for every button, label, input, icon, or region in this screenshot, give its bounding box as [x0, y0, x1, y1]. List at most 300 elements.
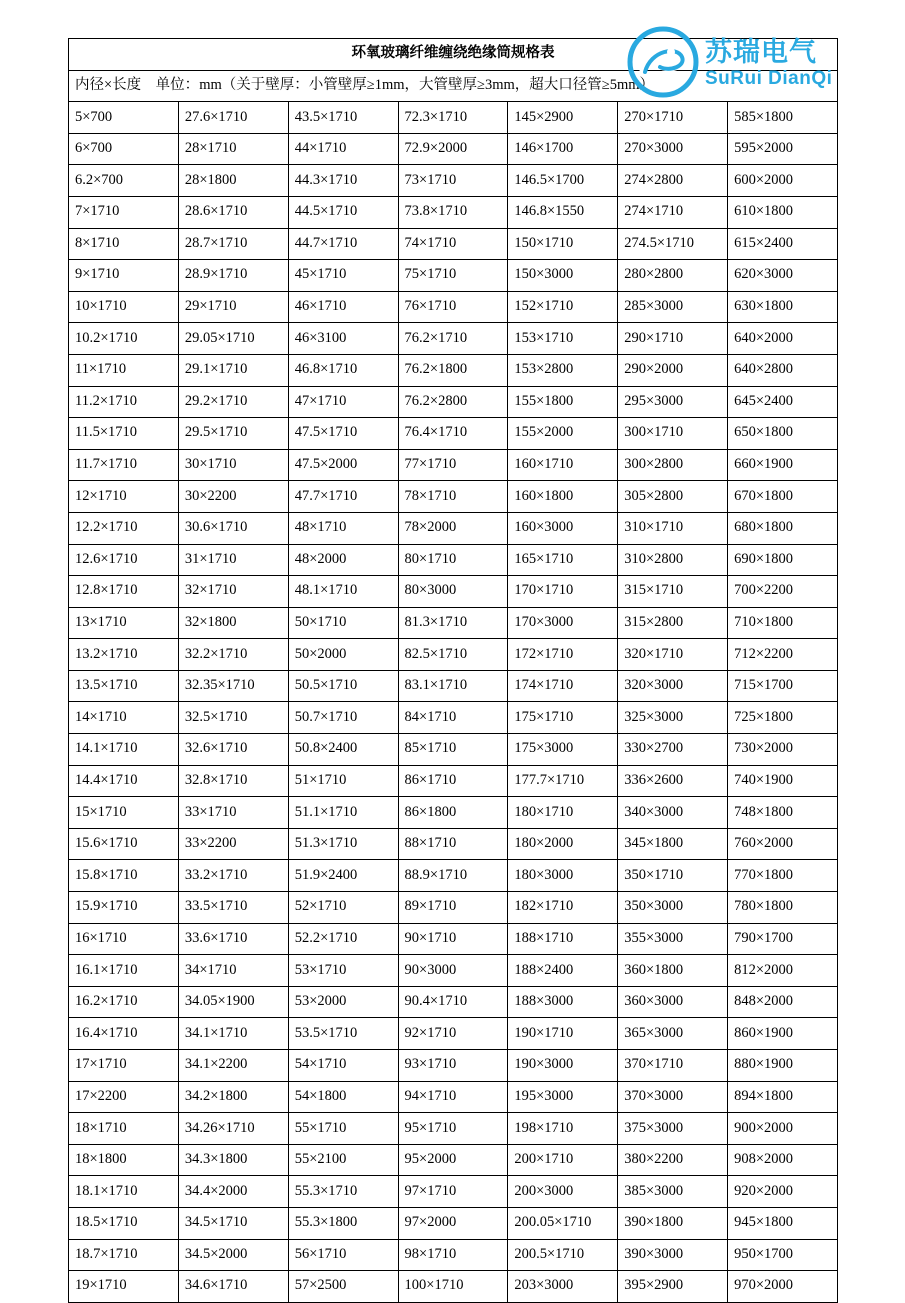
table-cell: 894×1800 [728, 1081, 838, 1113]
table-cell: 48×2000 [288, 544, 398, 576]
table-cell: 14×1710 [69, 702, 179, 734]
table-cell: 146×1700 [508, 133, 618, 165]
table-cell: 700×2200 [728, 576, 838, 608]
table-cell: 11.7×1710 [69, 449, 179, 481]
table-cell: 53×1710 [288, 955, 398, 987]
table-cell: 11×1710 [69, 354, 179, 386]
table-cell: 355×3000 [618, 923, 728, 955]
brand-name-cn: 苏瑞电气 [705, 37, 817, 67]
table-cell: 180×2000 [508, 828, 618, 860]
table-cell: 89×1710 [398, 892, 508, 924]
table-cell: 29.5×1710 [178, 418, 288, 450]
table-cell: 10.2×1710 [69, 323, 179, 355]
table-cell: 6×700 [69, 133, 179, 165]
table-row [69, 1018, 838, 1050]
table-cell: 13.2×1710 [69, 639, 179, 671]
table-cell: 310×2800 [618, 544, 728, 576]
table-cell: 94×1710 [398, 1081, 508, 1113]
table-cell: 300×2800 [618, 449, 728, 481]
table-cell: 44.7×1710 [288, 228, 398, 260]
table-cell: 920×2000 [728, 1176, 838, 1208]
table-cell: 18.1×1710 [69, 1176, 179, 1208]
table-cell: 16.4×1710 [69, 1018, 179, 1050]
table-cell: 46.8×1710 [288, 354, 398, 386]
table-cell: 32.5×1710 [178, 702, 288, 734]
table-cell: 48.1×1710 [288, 576, 398, 608]
table-cell: 146.5×1700 [508, 165, 618, 197]
table-row [69, 923, 838, 955]
table-cell: 34.1×1710 [178, 1018, 288, 1050]
table-cell: 860×1900 [728, 1018, 838, 1050]
table-cell: 670×1800 [728, 481, 838, 513]
table-cell: 160×1800 [508, 481, 618, 513]
table-cell: 172×1710 [508, 639, 618, 671]
table-cell: 350×3000 [618, 892, 728, 924]
table-cell: 28.6×1710 [178, 196, 288, 228]
table-cell: 336×2600 [618, 765, 728, 797]
table-cell: 680×1800 [728, 512, 838, 544]
table-row [69, 102, 838, 134]
table-cell: 188×3000 [508, 986, 618, 1018]
table-cell: 95×1710 [398, 1113, 508, 1145]
table-row [69, 1144, 838, 1176]
table-cell: 55×2100 [288, 1144, 398, 1176]
table-row [69, 354, 838, 386]
table-cell: 52.2×1710 [288, 923, 398, 955]
table-cell: 100×1710 [398, 1271, 508, 1303]
table-cell: 880×1900 [728, 1050, 838, 1082]
table-cell: 33×1710 [178, 797, 288, 829]
table-cell: 150×1710 [508, 228, 618, 260]
table-cell: 48×1710 [288, 512, 398, 544]
table-cell: 32.8×1710 [178, 765, 288, 797]
document-title: 环氧玻璃纤维缠绕绝缘筒规格表 [69, 39, 838, 71]
table-cell: 165×1710 [508, 544, 618, 576]
table-subtitle-row [69, 70, 838, 102]
table-cell: 34×1710 [178, 955, 288, 987]
spec-table-container [68, 38, 838, 1303]
table-row [69, 449, 838, 481]
table-cell: 305×2800 [618, 481, 728, 513]
table-row [69, 228, 838, 260]
table-cell: 12.8×1710 [69, 576, 179, 608]
table-cell: 730×2000 [728, 734, 838, 766]
table-cell: 8×1710 [69, 228, 179, 260]
table-row [69, 1271, 838, 1303]
subtitle-note: （关于壁厚：小管壁厚≥1mm，大管壁厚≥3mm，超大口径管≥5mm） [221, 76, 655, 93]
table-cell: 950×1700 [728, 1239, 838, 1271]
brand-name-en: SuRui DianQi [705, 68, 833, 89]
table-cell: 640×2800 [728, 354, 838, 386]
table-cell: 46×3100 [288, 323, 398, 355]
table-row [69, 828, 838, 860]
table-cell: 200×3000 [508, 1176, 618, 1208]
table-cell: 13×1710 [69, 607, 179, 639]
table-cell: 51.9×2400 [288, 860, 398, 892]
table-cell: 28.9×1710 [178, 260, 288, 292]
table-row [69, 639, 838, 671]
table-cell: 177.7×1710 [508, 765, 618, 797]
table-cell: 375×3000 [618, 1113, 728, 1145]
table-cell: 360×3000 [618, 986, 728, 1018]
table-cell: 34.3×1800 [178, 1144, 288, 1176]
table-cell: 310×1710 [618, 512, 728, 544]
table-cell: 585×1800 [728, 102, 838, 134]
table-cell: 290×1710 [618, 323, 728, 355]
table-cell: 285×3000 [618, 291, 728, 323]
table-cell: 72.3×1710 [398, 102, 508, 134]
table-cell: 44.3×1710 [288, 165, 398, 197]
table-cell: 190×1710 [508, 1018, 618, 1050]
table-cell: 155×2000 [508, 418, 618, 450]
table-cell: 31×1710 [178, 544, 288, 576]
table-cell: 82.5×1710 [398, 639, 508, 671]
table-cell: 270×1710 [618, 102, 728, 134]
table-cell: 174×1710 [508, 670, 618, 702]
table-cell: 945×1800 [728, 1207, 838, 1239]
table-cell: 78×2000 [398, 512, 508, 544]
table-cell: 14.1×1710 [69, 734, 179, 766]
table-row [69, 607, 838, 639]
table-cell: 330×2700 [618, 734, 728, 766]
table-cell: 12.6×1710 [69, 544, 179, 576]
table-cell: 73.8×1710 [398, 196, 508, 228]
table-cell: 97×1710 [398, 1176, 508, 1208]
table-cell: 200.5×1710 [508, 1239, 618, 1271]
table-cell: 80×3000 [398, 576, 508, 608]
table-row [69, 1207, 838, 1239]
table-cell: 770×1800 [728, 860, 838, 892]
table-cell: 610×1800 [728, 196, 838, 228]
table-cell: 650×1800 [728, 418, 838, 450]
table-row [69, 734, 838, 766]
table-cell: 200×1710 [508, 1144, 618, 1176]
table-cell: 97×2000 [398, 1207, 508, 1239]
table-cell: 345×1800 [618, 828, 728, 860]
table-cell: 88.9×1710 [398, 860, 508, 892]
table-cell: 50.7×1710 [288, 702, 398, 734]
table-cell: 725×1800 [728, 702, 838, 734]
table-cell: 30×1710 [178, 449, 288, 481]
table-cell: 50×2000 [288, 639, 398, 671]
table-cell: 11.5×1710 [69, 418, 179, 450]
table-cell: 12×1710 [69, 481, 179, 513]
table-cell: 340×3000 [618, 797, 728, 829]
table-cell: 75×1710 [398, 260, 508, 292]
table-cell: 385×3000 [618, 1176, 728, 1208]
table-cell: 76.2×2800 [398, 386, 508, 418]
table-cell: 640×2000 [728, 323, 838, 355]
table-cell: 32.6×1710 [178, 734, 288, 766]
table-cell: 90.4×1710 [398, 986, 508, 1018]
table-cell: 27.6×1710 [178, 102, 288, 134]
table-cell: 11.2×1710 [69, 386, 179, 418]
table-cell: 380×2200 [618, 1144, 728, 1176]
table-cell: 190×3000 [508, 1050, 618, 1082]
table-row [69, 1113, 838, 1145]
table-cell: 15×1710 [69, 797, 179, 829]
table-cell: 83.1×1710 [398, 670, 508, 702]
table-cell: 315×2800 [618, 607, 728, 639]
table-row [69, 576, 838, 608]
table-cell: 370×3000 [618, 1081, 728, 1113]
table-cell: 47.5×2000 [288, 449, 398, 481]
table-cell: 325×3000 [618, 702, 728, 734]
table-cell: 76.2×1800 [398, 354, 508, 386]
table-cell: 17×1710 [69, 1050, 179, 1082]
table-cell: 33.2×1710 [178, 860, 288, 892]
table-cell: 10×1710 [69, 291, 179, 323]
table-cell: 620×3000 [728, 260, 838, 292]
table-cell: 760×2000 [728, 828, 838, 860]
table-row [69, 165, 838, 197]
table-row [69, 1239, 838, 1271]
table-cell: 18.5×1710 [69, 1207, 179, 1239]
table-cell: 370×1710 [618, 1050, 728, 1082]
table-row [69, 481, 838, 513]
table-cell: 274×1710 [618, 196, 728, 228]
table-cell: 15.9×1710 [69, 892, 179, 924]
table-cell: 53×2000 [288, 986, 398, 1018]
table-cell: 365×3000 [618, 1018, 728, 1050]
table-cell: 53.5×1710 [288, 1018, 398, 1050]
table-cell: 34.05×1900 [178, 986, 288, 1018]
table-cell: 34.1×2200 [178, 1050, 288, 1082]
table-cell: 34.5×2000 [178, 1239, 288, 1271]
table-cell: 970×2000 [728, 1271, 838, 1303]
table-cell: 32×1800 [178, 607, 288, 639]
table-row [69, 797, 838, 829]
table-row [69, 260, 838, 292]
table-cell: 93×1710 [398, 1050, 508, 1082]
table-cell: 715×1700 [728, 670, 838, 702]
table-cell: 15.6×1710 [69, 828, 179, 860]
table-cell: 395×2900 [618, 1271, 728, 1303]
table-cell: 160×3000 [508, 512, 618, 544]
table-cell: 9×1710 [69, 260, 179, 292]
table-cell: 28.7×1710 [178, 228, 288, 260]
table-cell: 32×1710 [178, 576, 288, 608]
table-cell: 52×1710 [288, 892, 398, 924]
table-cell: 50×1710 [288, 607, 398, 639]
table-cell: 13.5×1710 [69, 670, 179, 702]
table-cell: 57×2500 [288, 1271, 398, 1303]
table-cell: 90×1710 [398, 923, 508, 955]
table-cell: 47.7×1710 [288, 481, 398, 513]
table-cell: 55×1710 [288, 1113, 398, 1145]
table-cell: 203×3000 [508, 1271, 618, 1303]
table-cell: 315×1710 [618, 576, 728, 608]
table-cell: 908×2000 [728, 1144, 838, 1176]
table-cell: 19×1710 [69, 1271, 179, 1303]
table-cell: 18×1710 [69, 1113, 179, 1145]
table-cell: 390×3000 [618, 1239, 728, 1271]
table-cell: 33.6×1710 [178, 923, 288, 955]
table-cell: 80×1710 [398, 544, 508, 576]
table-cell: 33×2200 [178, 828, 288, 860]
table-cell: 780×1800 [728, 892, 838, 924]
table-cell: 198×1710 [508, 1113, 618, 1145]
table-cell: 74×1710 [398, 228, 508, 260]
table-cell: 615×2400 [728, 228, 838, 260]
table-cell: 748×1800 [728, 797, 838, 829]
table-cell: 32.35×1710 [178, 670, 288, 702]
table-cell: 54×1710 [288, 1050, 398, 1082]
table-cell: 56×1710 [288, 1239, 398, 1271]
table-row [69, 1081, 838, 1113]
table-cell: 6.2×700 [69, 165, 179, 197]
table-cell: 180×1710 [508, 797, 618, 829]
table-cell: 600×2000 [728, 165, 838, 197]
table-row [69, 544, 838, 576]
table-cell: 16.2×1710 [69, 986, 179, 1018]
table-cell: 28×1710 [178, 133, 288, 165]
table-cell: 280×2800 [618, 260, 728, 292]
subtitle-unit: mm [199, 76, 222, 93]
table-cell: 145×2900 [508, 102, 618, 134]
table-row [69, 892, 838, 924]
table-cell: 155×1800 [508, 386, 618, 418]
table-cell: 30.6×1710 [178, 512, 288, 544]
table-cell: 76×1710 [398, 291, 508, 323]
table-cell: 55.3×1710 [288, 1176, 398, 1208]
table-cell: 12.2×1710 [69, 512, 179, 544]
table-cell: 86×1800 [398, 797, 508, 829]
table-cell: 73×1710 [398, 165, 508, 197]
table-cell: 360×1800 [618, 955, 728, 987]
table-cell: 54×1800 [288, 1081, 398, 1113]
table-cell: 17×2200 [69, 1081, 179, 1113]
table-cell: 175×3000 [508, 734, 618, 766]
table-cell: 34.5×1710 [178, 1207, 288, 1239]
table-cell: 47×1710 [288, 386, 398, 418]
table-cell: 46×1710 [288, 291, 398, 323]
table-cell: 195×3000 [508, 1081, 618, 1113]
table-cell: 170×3000 [508, 607, 618, 639]
table-cell: 47.5×1710 [288, 418, 398, 450]
table-cell: 300×1710 [618, 418, 728, 450]
table-row [69, 291, 838, 323]
table-cell: 18×1800 [69, 1144, 179, 1176]
table-cell: 200.05×1710 [508, 1207, 618, 1239]
table-cell: 44.5×1710 [288, 196, 398, 228]
table-cell: 55.3×1800 [288, 1207, 398, 1239]
table-cell: 81.3×1710 [398, 607, 508, 639]
table-row [69, 196, 838, 228]
table-cell: 274.5×1710 [618, 228, 728, 260]
table-cell: 51.3×1710 [288, 828, 398, 860]
table-cell: 88×1710 [398, 828, 508, 860]
table-cell: 180×3000 [508, 860, 618, 892]
table-row [69, 133, 838, 165]
table-cell: 28×1800 [178, 165, 288, 197]
table-cell: 32.2×1710 [178, 639, 288, 671]
table-row [69, 323, 838, 355]
table-cell: 170×1710 [508, 576, 618, 608]
table-row [69, 986, 838, 1018]
table-cell: 660×1900 [728, 449, 838, 481]
table-cell: 160×1710 [508, 449, 618, 481]
table-cell: 77×1710 [398, 449, 508, 481]
table-cell: 630×1800 [728, 291, 838, 323]
table-cell: 34.6×1710 [178, 1271, 288, 1303]
table-row [69, 1050, 838, 1082]
specification-table [68, 38, 838, 1303]
table-cell: 29×1710 [178, 291, 288, 323]
table-cell: 90×3000 [398, 955, 508, 987]
table-cell: 188×2400 [508, 955, 618, 987]
table-cell: 29.05×1710 [178, 323, 288, 355]
table-cell: 740×1900 [728, 765, 838, 797]
table-cell: 320×1710 [618, 639, 728, 671]
table-cell: 690×1800 [728, 544, 838, 576]
table-cell: 812×2000 [728, 955, 838, 987]
table-cell: 50.5×1710 [288, 670, 398, 702]
table-cell: 45×1710 [288, 260, 398, 292]
table-cell: 295×3000 [618, 386, 728, 418]
table-cell: 150×3000 [508, 260, 618, 292]
table-row [69, 955, 838, 987]
document-subtitle [69, 70, 838, 102]
table-cell: 34.4×2000 [178, 1176, 288, 1208]
table-cell: 274×2800 [618, 165, 728, 197]
table-row [69, 418, 838, 450]
table-row [69, 670, 838, 702]
table-cell: 76.4×1710 [398, 418, 508, 450]
table-cell: 86×1710 [398, 765, 508, 797]
table-cell: 85×1710 [398, 734, 508, 766]
table-cell: 51×1710 [288, 765, 398, 797]
table-cell: 33.5×1710 [178, 892, 288, 924]
table-cell: 72.9×2000 [398, 133, 508, 165]
table-cell: 848×2000 [728, 986, 838, 1018]
table-cell: 188×1710 [508, 923, 618, 955]
table-row [69, 765, 838, 797]
table-cell: 92×1710 [398, 1018, 508, 1050]
table-cell: 350×1710 [618, 860, 728, 892]
table-cell: 712×2200 [728, 639, 838, 671]
table-cell: 270×3000 [618, 133, 728, 165]
table-cell: 5×700 [69, 102, 179, 134]
table-cell: 390×1800 [618, 1207, 728, 1239]
table-cell: 790×1700 [728, 923, 838, 955]
table-row [69, 386, 838, 418]
table-cell: 18.7×1710 [69, 1239, 179, 1271]
table-cell: 15.8×1710 [69, 860, 179, 892]
table-cell: 98×1710 [398, 1239, 508, 1271]
table-cell: 595×2000 [728, 133, 838, 165]
table-cell: 29.1×1710 [178, 354, 288, 386]
table-cell: 43.5×1710 [288, 102, 398, 134]
table-cell: 7×1710 [69, 196, 179, 228]
table-cell: 900×2000 [728, 1113, 838, 1145]
table-row [69, 1176, 838, 1208]
table-body [69, 39, 838, 1303]
table-row [69, 512, 838, 544]
subtitle-main: 内径×长度 单位： [75, 76, 200, 93]
table-cell: 84×1710 [398, 702, 508, 734]
table-cell: 290×2000 [618, 354, 728, 386]
table-cell: 175×1710 [508, 702, 618, 734]
table-cell: 34.26×1710 [178, 1113, 288, 1145]
table-cell: 44×1710 [288, 133, 398, 165]
table-cell: 146.8×1550 [508, 196, 618, 228]
table-cell: 95×2000 [398, 1144, 508, 1176]
table-cell: 645×2400 [728, 386, 838, 418]
table-cell: 76.2×1710 [398, 323, 508, 355]
table-row [69, 860, 838, 892]
table-cell: 153×2800 [508, 354, 618, 386]
